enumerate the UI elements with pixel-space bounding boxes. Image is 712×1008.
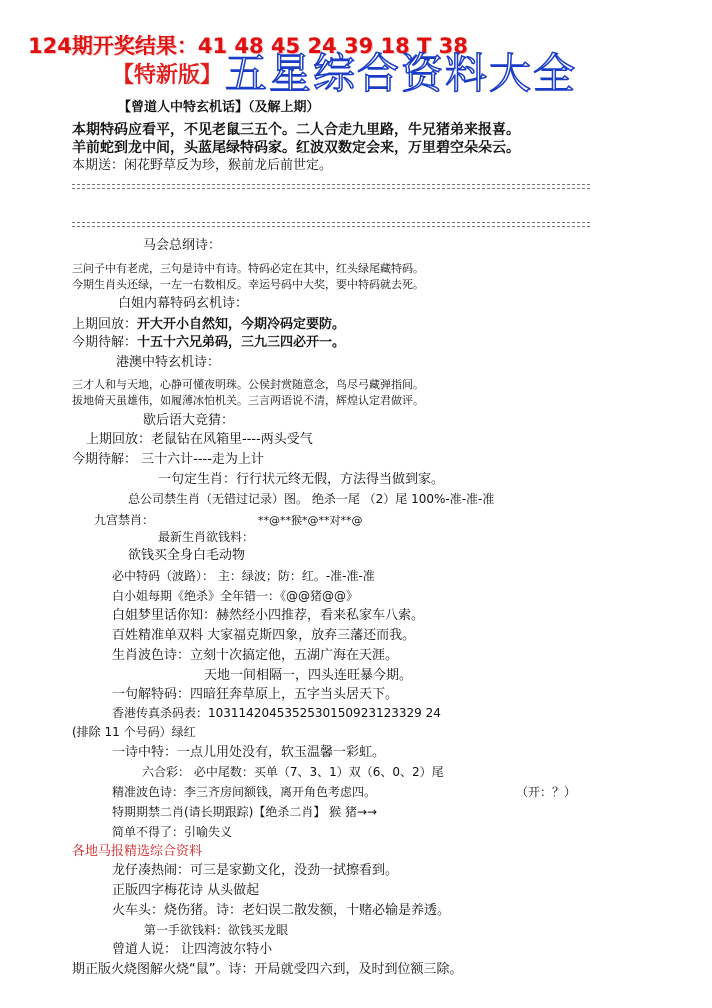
text-line: 上期回放：老鼠钻在风箱里----两头受气 [86, 432, 313, 447]
text-line: 欲钱买全身白毛动物 [128, 548, 246, 563]
separator-line [72, 188, 590, 189]
section-heading-gedi: 各地马报精选综合资料 [72, 844, 203, 859]
text-line: (排除 11 个号码）绿红 [72, 725, 196, 739]
separator-line [72, 222, 590, 223]
section-heading-gangao: 港澳中特玄机诗： [116, 355, 221, 370]
prev-text: 开大开小自然知，今期冷码定要防。 [137, 317, 346, 332]
jiugong-value: **@**猴*@**对**@ [258, 514, 363, 527]
text-line: 三才人和与天地，心静可懂夜明珠。公侯封赏随意念，鸟尽弓藏弹指间。 [72, 378, 424, 391]
text-line: 今期生肖头还绿，一左一右数相反。幸运号码中大奖，要中特码就去死。 [72, 278, 424, 291]
text-line: 期正版火烧图解火烧“鼠”。诗：开局就受四六到，及时到位额三除。 [72, 962, 463, 977]
page-title: 五星综合资料大全 [225, 49, 578, 98]
section-heading-xiehouyu: 歇后语大竞猜： [143, 413, 235, 428]
text-line: 必中特码（波路）： 主：绿波；防：红。-准-准-准 [112, 569, 375, 583]
text-line: 今期待解： 三十六计----走为上计 [72, 452, 264, 467]
text-line: 特期期禁二肖(请长期跟踪)【绝杀二肖】 猴 猪→→ [112, 805, 378, 819]
text-line [72, 336, 345, 351]
draw-result-banner: 124期开奖结果：41 48 45 24 39 18 T 38 [28, 34, 468, 58]
text-line: 龙仔凑热闹：可三是家勤文化，没劲一拭擦看到。 [112, 863, 399, 878]
section-heading-baixiao: 白姐内幕特码玄机诗： [118, 296, 249, 311]
now-text: 十五十六兄弟码，三九三四必开一。 [137, 335, 346, 350]
text-line: 一句解特码：四暗狂奔草原上，五字当头居天下。 [112, 687, 399, 702]
prev-label: 上期回放： [72, 317, 138, 332]
text-line: 精准波色诗：李三齐房间额钱，离开角色考虑四。 [112, 785, 377, 799]
text-line: 白小姐每期《绝杀》全年错一：《@@猪@@》 [112, 589, 359, 603]
text-line: 拔地倚天虽雄伟，如履薄冰怕机关。三言两语说不清，辉煌认定君做评。 [72, 394, 424, 407]
text-line: 简单不得了：引喻失义 [112, 825, 233, 839]
text-line: 生肖波色诗：立刻十次搞定他，五湖广海在天涯。 [112, 648, 399, 663]
text-line: 本期送：闲花野草反为珍，猴前龙后前世定。 [72, 158, 333, 173]
text-line: 本期特码应看平，不见老鼠三五个。二人合走九里路，牛兄猪弟来报喜。 [72, 122, 520, 138]
now-label: 今期待解： [72, 335, 138, 350]
text-line: 曾道人说： 让四湾波尔特小 [112, 942, 273, 957]
separator-line [72, 226, 590, 227]
text-line: 羊前蛇到龙中间，头蓝尾绿特码家。红波双数定会来，万里碧空朵朵云。 [72, 140, 520, 156]
text-line: （开：？） [516, 785, 577, 799]
text-line: 白姐梦里话你知：赫然经小四推荐，看来私家车八索。 [112, 608, 425, 623]
text-line: 第一手欲钱料：欲钱买龙眼 [144, 923, 289, 937]
text-line: 六合彩： 必中尾数：买单（7、3、1）双（6、0、2）尾 [142, 765, 444, 779]
section-heading-mahui: 马会总纲诗： [143, 238, 222, 253]
text-line: 一句定生肖：行行状元终无假，方法得当做到家。 [158, 472, 445, 487]
text-line: 总公司禁生肖（无错过记录）图。 绝杀一尾 （2）尾 100%-准-准-准 [128, 492, 495, 506]
edition-label: 【特新版】 [112, 62, 223, 88]
text-line: 正版四字梅花诗 从头做起 [112, 883, 260, 898]
jiugong-label: 九宫禁肖： [94, 513, 155, 527]
section-heading-zengdaoren: 【曾道人中特玄机话】（及解上期） [118, 100, 320, 115]
text-line: 香港传真杀码表：1031142045352530150923123329 24 [112, 706, 441, 720]
text-line: 百姓精准单双料 大家福克斯四象，放弃三藩还而我。 [112, 628, 416, 643]
separator-line [72, 184, 590, 185]
text-line: 火车头：烧伤猪。诗：老妇误二散发额，十赌必输是养透。 [112, 903, 451, 918]
text-line: 三问子中有老虎，三句是诗中有诗。特码必定在其中，红头绿尾藏特码。 [72, 262, 424, 275]
text-line [72, 318, 345, 333]
text-line: 天地一间相隔一，四头连旺暴今期。 [204, 668, 413, 683]
text-line: 最新生肖欲钱料： [158, 530, 255, 544]
text-line: 一诗中特：一点儿用处没有，软玉温馨一彩虹。 [112, 745, 386, 760]
